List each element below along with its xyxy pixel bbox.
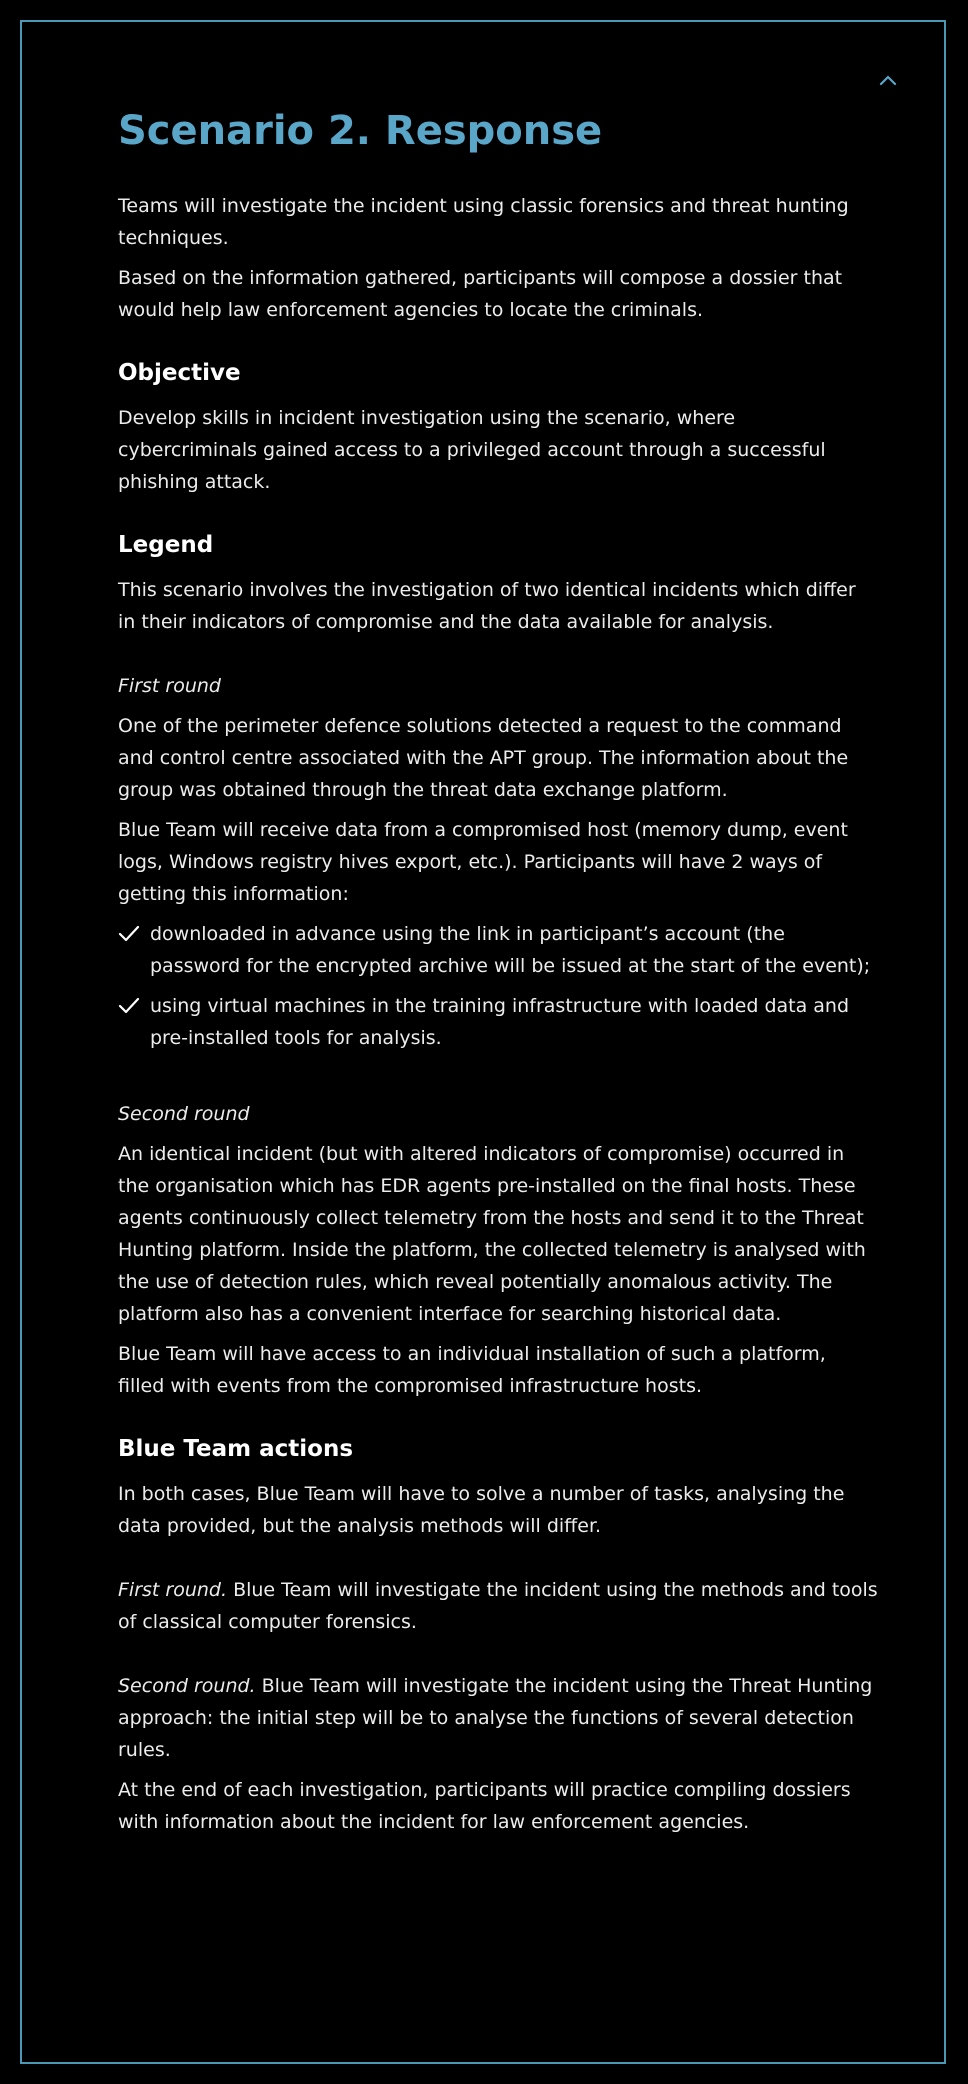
actions-closing: At the end of each investigation, participants will practice compiling dossiers with information about the incident for law enforcement agencies. xyxy=(118,1779,851,1833)
data-access-options xyxy=(118,918,878,1054)
first-round-paragraph-2: Blue Team will receive data from a compromised host (memory dump, event logs, Windows registry hives export, etc.). Participants will have 2 ways of getting this information: xyxy=(118,819,848,905)
actions-second-round-label: Second round. xyxy=(118,1675,256,1697)
legend-heading: Legend xyxy=(118,532,214,558)
scenario-panel xyxy=(20,20,946,2064)
actions-first-round xyxy=(118,1574,878,1638)
checkmark-icon xyxy=(118,924,140,944)
option-text: using virtual machines in the training infrastructure with loaded data and pre-installed tools for analysis. xyxy=(150,995,850,1049)
scenario-content xyxy=(118,106,878,1846)
actions-text: In both cases, Blue Team will have to solve a number of tasks, analysing the data provided, but the analysis methods will differ. xyxy=(118,1483,845,1537)
list-item xyxy=(118,990,878,1054)
chevron-up-icon xyxy=(879,74,897,86)
second-round-label: Second round xyxy=(118,1103,250,1125)
intro-paragraph-1: Teams will investigate the incident using classic forensics and threat hunting techniques. xyxy=(118,195,849,249)
page-title: Scenario 2. Response xyxy=(118,108,603,154)
actions-first-round-label: First round. xyxy=(118,1579,228,1601)
objective-text: Develop skills in incident investigation using the scenario, where cybercriminals gained access to a privileged account through a successful phishing attack. xyxy=(118,407,826,493)
option-text: downloaded in advance using the link in participant’s account (the password for the encrypted archive will be issued at the start of the event); xyxy=(150,923,871,977)
second-round-paragraph-2: Blue Team will have access to an individual installation of such a platform, filled with events from the compromised infrastructure hosts. xyxy=(118,1343,826,1397)
actions-first-round-text: Blue Team will investigate the incident using the methods and tools of classical computer forensics. xyxy=(118,1579,878,1633)
blue-team-actions-heading: Blue Team actions xyxy=(118,1436,354,1462)
legend-text: This scenario involves the investigation of two identical incidents which differ in their indicators of compromise and the data available for analysis. xyxy=(118,579,856,633)
first-round-paragraph-1: One of the perimeter defence solutions detected a request to the command and control centre associated with the APT group. The information about the group was obtained through the threat data exchange platform. xyxy=(118,715,849,801)
actions-second-round-text: Blue Team will investigate the incident using the Threat Hunting approach: the initial step will be to analyse the functions of several detection rules. xyxy=(118,1675,873,1761)
actions-second-round xyxy=(118,1670,878,1766)
intro-paragraph-2: Based on the information gathered, participants will compose a dossier that would help law enforcement agencies to locate the criminals. xyxy=(118,267,843,321)
collapse-button[interactable] xyxy=(870,62,906,98)
list-item xyxy=(118,918,878,982)
checkmark-icon xyxy=(118,996,140,1016)
first-round-label: First round xyxy=(118,675,221,697)
objective-heading: Objective xyxy=(118,360,241,386)
second-round-paragraph-1: An identical incident (but with altered indicators of compromise) occurred in the organisation which has EDR agents pre-installed on the final hosts. These agents continuously collect telemetry from the hosts and send it to the Threat Hunting platform. Inside the platform, the collected telemetry is analysed with the use of detection rules, which reveal potentially anomalous activity. The platform also has a convenient interface for searching historical data. xyxy=(118,1143,866,1325)
